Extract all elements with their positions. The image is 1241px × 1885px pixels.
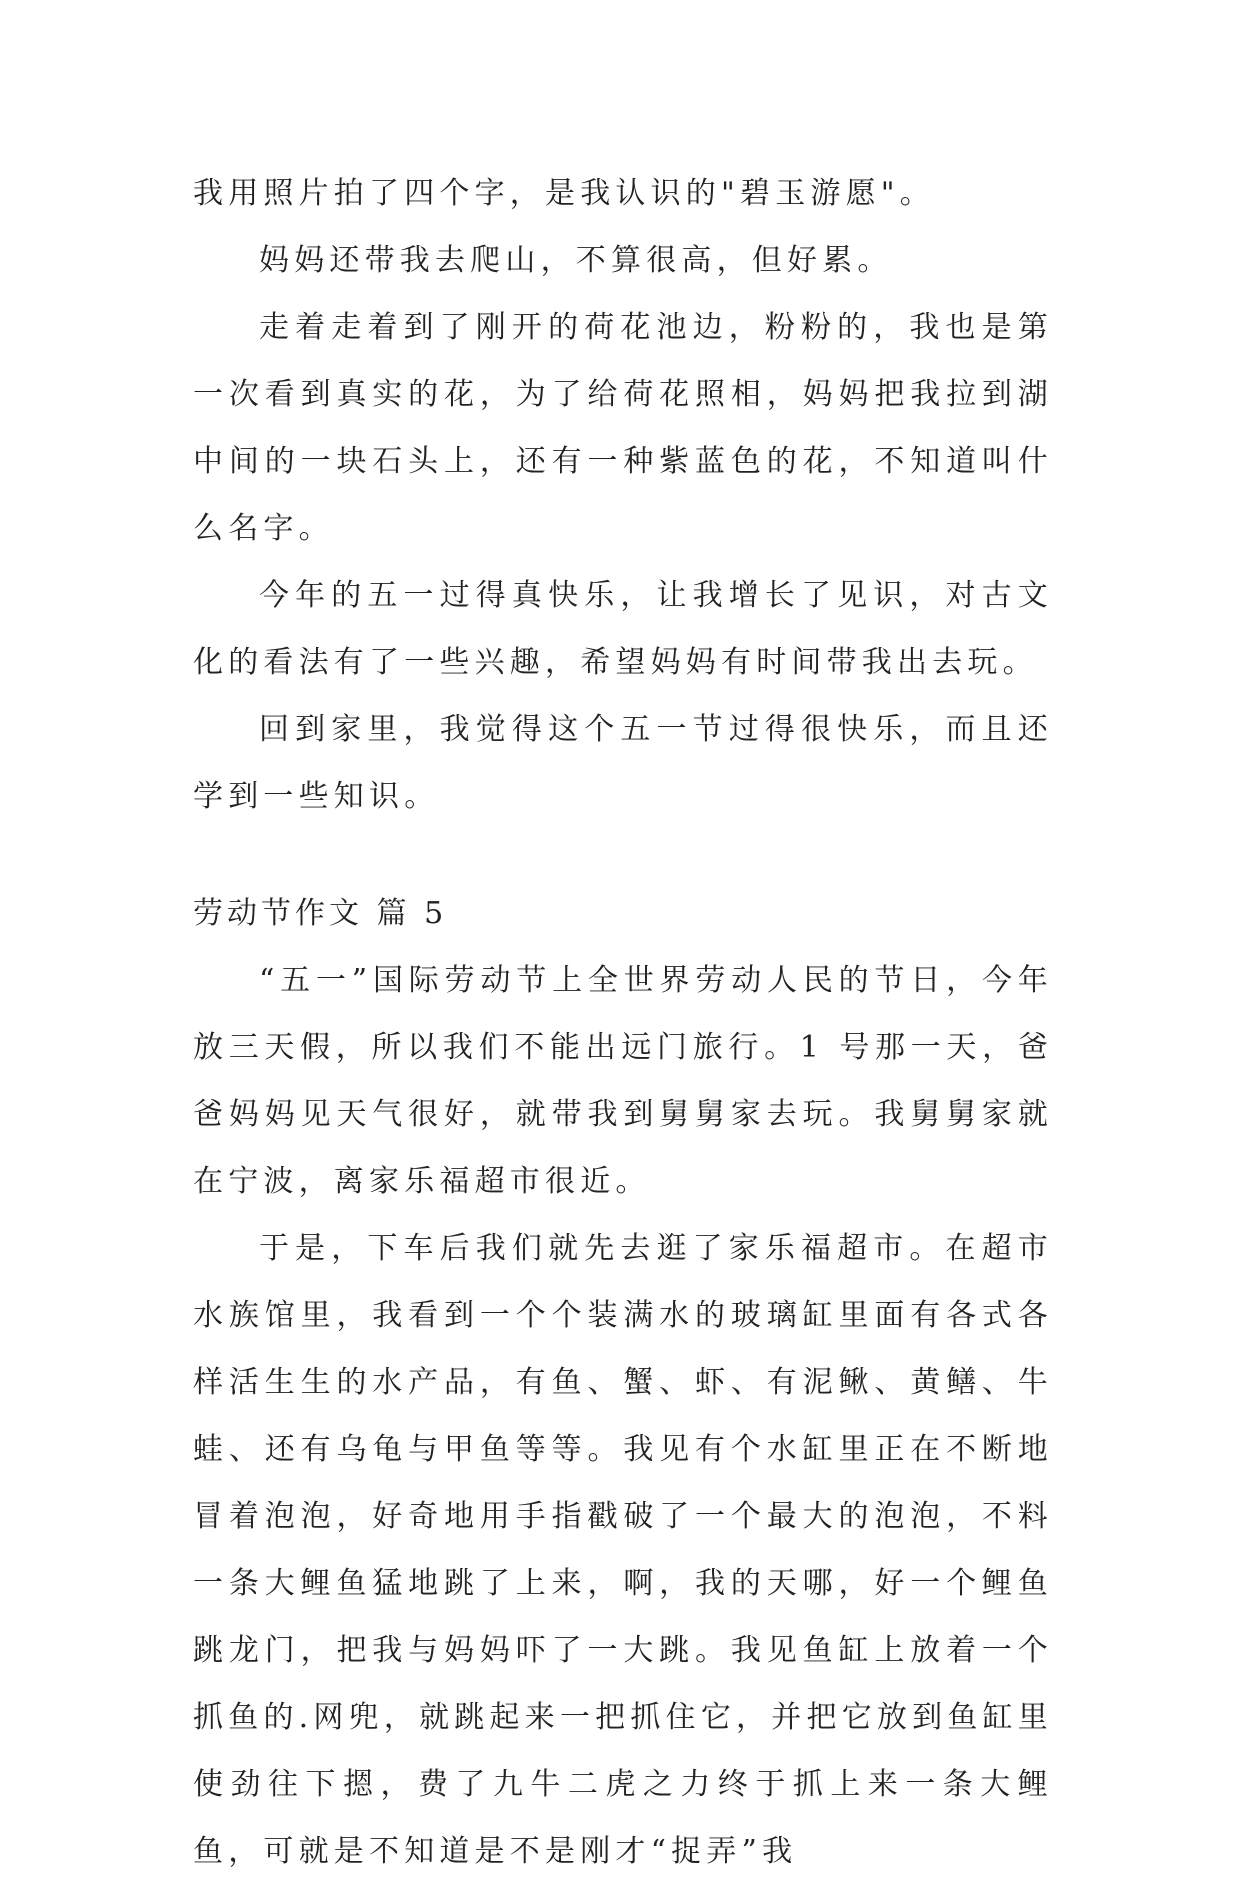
paragraph-may-day-happy: 今年的五一过得真快乐，让我增长了见识，对古文化的看法有了一些兴趣，希望妈妈有时间带我出去玩。 (193, 578, 1053, 680)
section-heading: 劳动节作文 篇 5 (193, 896, 448, 931)
paragraph-photo-characters: 我用照片拍了四个字，是我认识的"碧玉游愿"。 (193, 176, 935, 211)
paragraph-climb-mountain: 妈妈还带我去爬山，不算很高，但好累。 (259, 243, 893, 278)
document-page (193, 160, 1053, 1885)
paragraph-labor-day-intro: “五一”国际劳动节上全世界劳动人民的节日，今年放三天假，所以我们不能出远门旅行。1 号那一天，爸爸妈妈见天气很好，就带我到舅舅家去玩。我舅舅家就在宁波，离家乐福超市很近。 (193, 963, 1053, 1199)
paragraph-back-home: 回到家里，我觉得这个五一节过得很快乐，而且还学到一些知识。 (193, 712, 1053, 814)
paragraph-supermarket: 于是，下车后我们就先去逛了家乐福超市。在超市水族馆里，我看到一个个装满水的玻璃缸里面有各式各样活生生的水产品，有鱼、蟹、虾、有泥鳅、黄鳝、牛蛙、还有乌龟与甲鱼等等。我见有个水缸里正在不断地冒着泡泡，好奇地用手指戳破了一个最大的泡泡，不料一条大鲤鱼猛地跳了上来，啊，我的天哪，好一个鲤鱼跳龙门，把我与妈妈吓了一大跳。我见鱼缸上放着一个抓鱼的.网兜，就跳起来一把抓住它，并把它放到鱼缸里使劲往下摁，费了九牛二虎之力终于抓上来一条大鲤鱼，可就是不知道是不是刚才“捉弄”我 (193, 1231, 1053, 1869)
paragraph-lotus-pond: 走着走着到了刚开的荷花池边，粉粉的，我也是第一次看到真实的花，为了给荷花照相，妈妈把我拉到湖中间的一块石头上，还有一种紫蓝色的花，不知道叫什么名字。 (193, 310, 1053, 546)
